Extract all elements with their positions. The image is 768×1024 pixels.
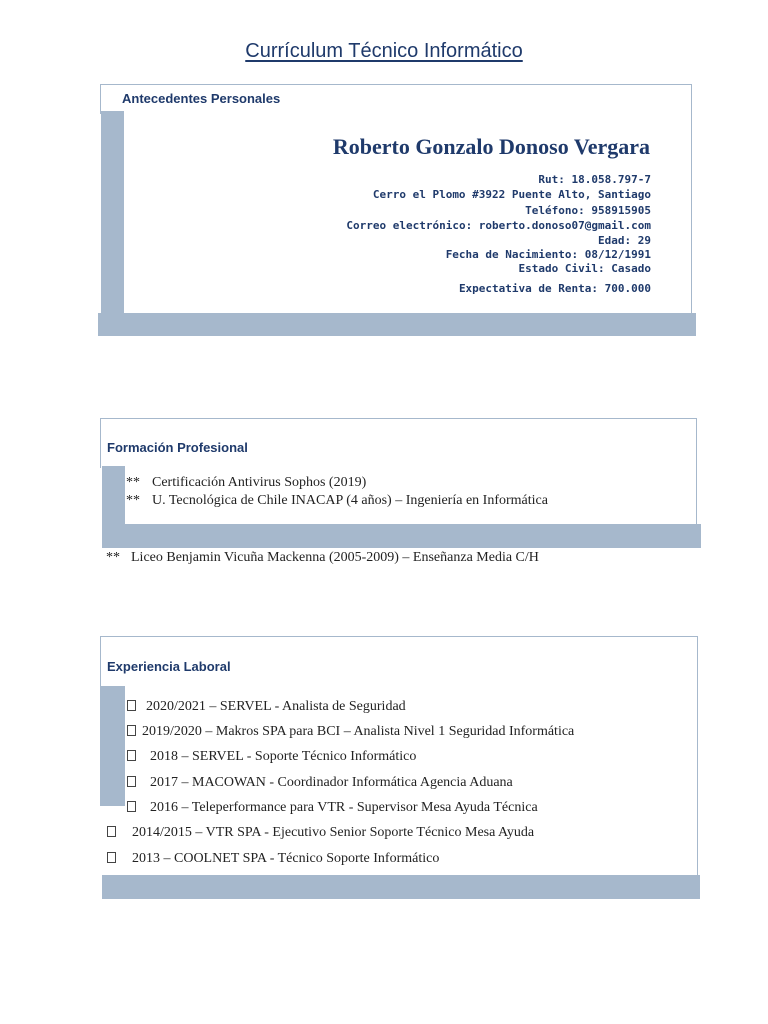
section-side-bar <box>101 111 124 315</box>
section-top-line <box>100 418 697 419</box>
bullet-square-icon <box>127 700 136 711</box>
formacion-item-text: Certificación Antivirus Sophos (2019) <box>152 475 367 490</box>
section-bottom-bar <box>102 875 700 899</box>
experiencia-item-text: 2019/2020 – Makros SPA para BCI – Analista Nivel 1 Seguridad Informática <box>142 724 575 739</box>
section-side-bar <box>102 466 125 524</box>
experiencia-item <box>127 749 416 765</box>
personal-heading: Antecedentes Personales <box>122 91 281 106</box>
formacion-item-text: U. Tecnológica de Chile INACAP (4 años) – Ingeniería en Informática <box>152 493 548 508</box>
bullet-square-icon <box>127 776 136 787</box>
civil-status-line: Estado Civil: Casado <box>518 262 651 276</box>
section-top-line <box>100 84 692 85</box>
email-line: Correo electrónico: roberto.donoso07@gmail.com <box>346 218 651 232</box>
experiencia-item-text: 2014/2015 – VTR SPA - Ejecutivo Senior Soporte Técnico Mesa Ayuda <box>132 825 535 840</box>
bullet-marker: ** <box>106 550 120 565</box>
formacion-heading: Formación Profesional <box>107 440 248 455</box>
rut-line: Rut: 18.058.797-7 <box>538 173 651 186</box>
section-left-line <box>100 636 101 686</box>
experiencia-item <box>107 851 439 867</box>
experiencia-item-text: 2017 – MACOWAN - Coordinador Informática Agencia Aduana <box>150 775 513 790</box>
section-bottom-bar <box>98 313 696 336</box>
address-line: Cerro el Plomo #3922 Puente Alto, Santiago <box>372 188 651 202</box>
section-left-line <box>100 418 101 468</box>
phone-line: Teléfono: 958915905 <box>525 203 651 217</box>
formacion-item <box>106 550 539 566</box>
section-right-line <box>691 84 692 314</box>
section-left-line <box>100 84 101 114</box>
birthdate-line: Fecha de Nacimiento: 08/12/1991 <box>445 248 651 262</box>
bullet-square-icon <box>107 826 116 837</box>
bullet-square-icon <box>107 852 116 863</box>
experiencia-item-text: 2018 – SERVEL - Soporte Técnico Informático <box>150 749 417 764</box>
experiencia-item <box>127 724 574 740</box>
section-right-line <box>697 636 698 876</box>
section-right-line <box>696 418 697 528</box>
formacion-item-text: Liceo Benjamin Vicuña Mackenna (2005-2009) – Enseñanza Media C/H <box>131 550 539 565</box>
experiencia-item-text: 2013 – COOLNET SPA - Técnico Soporte Informático <box>132 851 440 866</box>
personal-info <box>346 172 651 297</box>
formacion-item <box>126 475 366 491</box>
section-bottom-bar <box>102 524 701 548</box>
full-name: Roberto Gonzalo Donoso Vergara <box>332 134 650 159</box>
bullet-square-icon <box>127 801 136 812</box>
formacion-item <box>126 493 548 509</box>
age-line: Edad: 29 <box>598 234 651 248</box>
bullet-marker: ** <box>126 475 140 490</box>
experiencia-item <box>127 800 538 816</box>
bullet-square-icon <box>127 750 136 761</box>
experiencia-item <box>127 775 513 791</box>
document-title: Currículum Técnico Informático <box>245 40 523 62</box>
experiencia-item-text: 2016 – Teleperformance para VTR - Supervisor Mesa Ayuda Técnica <box>150 800 538 815</box>
experiencia-item <box>127 699 406 715</box>
section-side-bar <box>100 686 125 806</box>
bullet-marker: ** <box>126 493 140 508</box>
section-top-line <box>100 636 698 637</box>
experiencia-item <box>107 825 534 841</box>
experiencia-item-text: 2020/2021 – SERVEL - Analista de Seguridad <box>146 699 406 714</box>
salary-line: Expectativa de Renta: 700.000 <box>458 282 651 296</box>
bullet-square-icon <box>127 725 136 736</box>
experiencia-heading: Experiencia Laboral <box>107 659 231 674</box>
